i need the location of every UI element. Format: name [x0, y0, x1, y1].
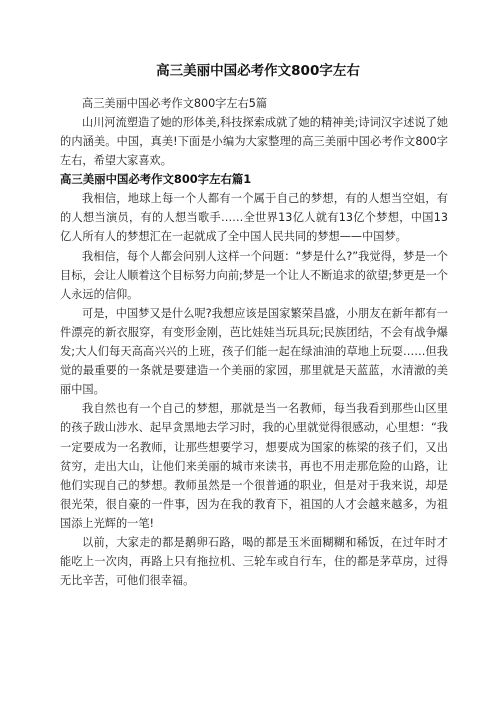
- body-paragraph-1: 我相信，地球上每一个人都有一个属于自己的梦想，有的人想当空姐，有的人想当演员，有的人想当歌手……全世界13亿人就有13亿个梦想，中国13亿人所有人的梦想汇在一起就成了全中国人民共同的梦想——中国梦。: [60, 192, 448, 244]
- body-paragraph-3: 可是，中国梦又是什么呢?我想应该是国家繁荣昌盛，小朋友在新年都有一件漂亮的新衣服穿，有变形金刚，芭比娃娃当玩具玩;民族团结，不会有战争爆发;大人们每天高高兴兴的上班，孩子们能一起在绿油油的草地上玩耍……但我觉的最重要的一条就是要建造一个美丽的家园，那里就是天蓝蓝，水清澈的美丽中国。: [60, 306, 448, 397]
- body-paragraph-5: 以前，大家走的都是鹅卵石路，喝的都是玉米面糊糊和稀饭，在过年时才能吃上一次肉，再路上只有拖拉机、三轮车或自行车，住的都是茅草房，过得无比辛苦，可他们很幸福。: [60, 535, 448, 588]
- body-paragraph-2: 我相信，每个人都会问别人这样一个问题：“梦是什么?”我觉得，梦是一个目标，会让人顺着这个目标努力向前;梦是一个让人不断追求的欲望;梦更是一个人永远的信仰。: [60, 249, 448, 301]
- body-paragraph-4: 我自然也有一个自己的梦想，那就是当一名教师，每当我看到那些山区里的孩子跋山涉水、起早贪黑地去学习时，我的心里就觉得很感动，心里想：“我一定要成为一名教师，让那些想要学习，想要成为国家的栋梁的孩子们，又出贫穷，走出大山，让他们来美丽的城市来读书，再也不用走那危险的山路，让他们实现自己的梦想。教师虽然是一个很普通的职业，但是对于我来说，却是很光荣，很自豪的一件事，因为在我的教育下，祖国的人才会越来越多，为祖国添上光辉的一笔!: [60, 402, 448, 530]
- document-title: 高三美丽中国必考作文800字左右: [156, 63, 360, 79]
- subtitle-line: 高三美丽中国必考作文800字左右5篇: [82, 97, 268, 110]
- section-heading: 高三美丽中国必考作文800字左右篇1: [60, 172, 252, 187]
- intro-paragraph: 山川河流塑造了她的形体美,科技探索成就了她的精神美;诗词汉字述说了她的内涵美。中国，真美!下面是小编为大家整理的高三美丽中国必考作文800字左右，希望大家喜欢。: [60, 116, 448, 168]
